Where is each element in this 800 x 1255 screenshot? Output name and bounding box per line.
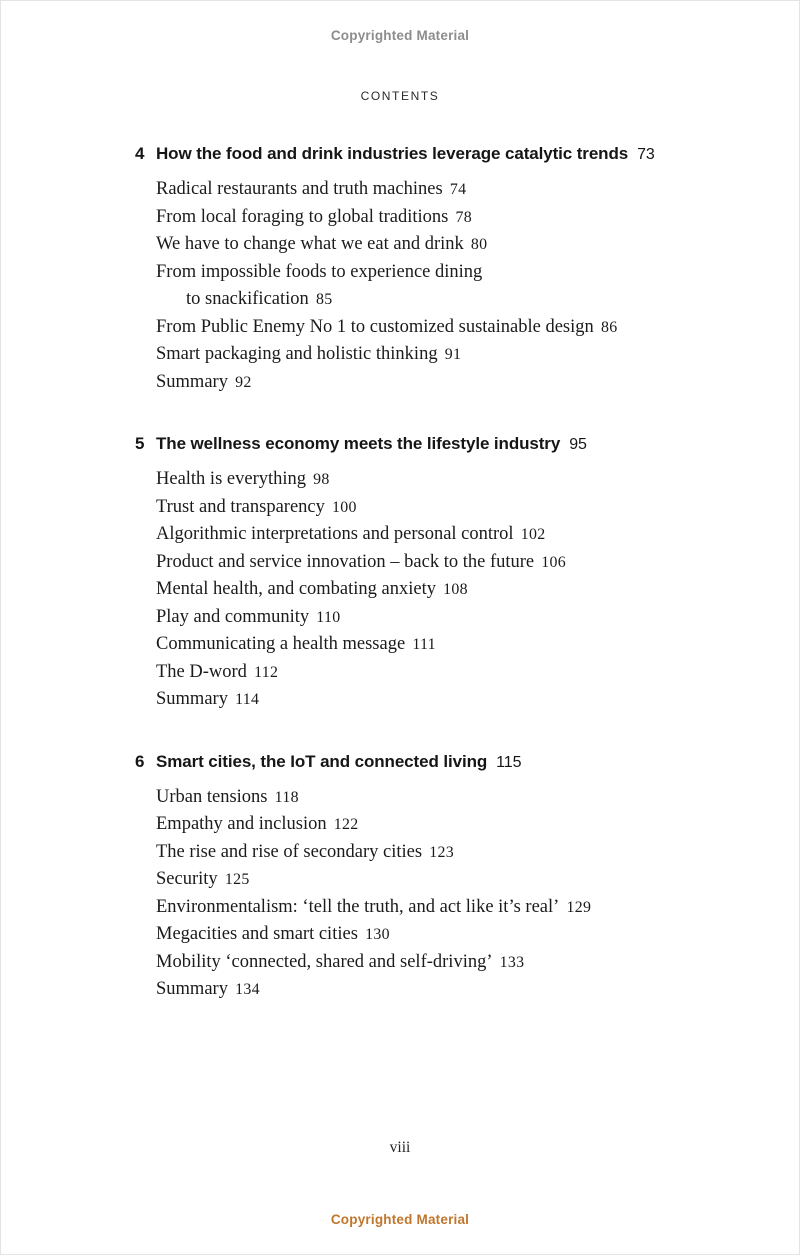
entry-page-number: 129 (566, 898, 592, 916)
entry-title: Megacities and smart cities (156, 924, 358, 944)
toc-chapter (135, 748, 730, 1004)
entry-page-number: 106 (541, 553, 567, 571)
entry-title: Trust and transparency (156, 496, 325, 517)
entry-page-number: 111 (412, 636, 436, 653)
copyright-notice-bottom: Copyrighted Material (330, 1212, 470, 1227)
contents-header: CONTENTS (360, 89, 440, 103)
entry-page-number: 92 (235, 373, 252, 391)
chapter-heading (135, 140, 730, 168)
toc-entry (135, 341, 730, 369)
entry-title: Summary (156, 371, 228, 392)
toc-entry (135, 894, 730, 922)
entry-page-number: 114 (235, 691, 260, 708)
entry-page-number: 123 (429, 843, 455, 861)
entry-page-number: 133 (499, 953, 525, 971)
chapter-heading (135, 430, 730, 458)
toc-entry (135, 659, 730, 687)
toc-entry (135, 866, 730, 894)
chapter-title: How the food and drink industries leverage catalytic trends (156, 144, 629, 163)
toc-entry (135, 604, 730, 632)
chapter-page-number: 115 (496, 753, 522, 771)
toc-list (135, 140, 730, 1004)
entry-page-number: 86 (600, 318, 618, 336)
toc-entry (135, 231, 730, 259)
chapter-number: 4 (135, 144, 145, 163)
entry-page-number: 110 (316, 608, 341, 626)
entry-page-number: 74 (449, 181, 467, 198)
toc-entry (135, 549, 730, 577)
entry-title: Mental health, and combating anxiety (156, 579, 436, 599)
entry-title: Security (156, 869, 218, 889)
entry-title: We have to change what we eat and drink (156, 234, 464, 254)
entry-page-number: 98 (313, 471, 330, 488)
entry-title: From impossible foods to experience dining (156, 261, 483, 282)
chapter-number: 5 (135, 434, 145, 453)
toc-entry (135, 314, 730, 342)
toc-entry (135, 976, 730, 1004)
entry-title: From Public Enemy No 1 to customized sustainable design (156, 316, 594, 337)
chapter-number: 6 (135, 751, 145, 771)
toc-entry (135, 521, 730, 549)
copyright-notice-top: Copyrighted Material (330, 28, 470, 43)
toc-entry (135, 949, 730, 977)
chapter-title: The wellness economy meets the lifestyle industry (156, 434, 561, 453)
entry-page-number: 134 (235, 981, 260, 998)
toc-entry (135, 369, 730, 397)
toc-chapter (135, 140, 730, 396)
entry-page-number: 91 (444, 346, 462, 363)
entry-page-number: 122 (333, 816, 359, 833)
entry-title: Environmentalism: ‘tell the truth, and act like it’s real’ (156, 896, 560, 917)
entry-page-number: 102 (520, 526, 546, 543)
entry-title: Smart packaging and holistic thinking (156, 344, 438, 364)
toc-entry (135, 811, 730, 839)
entry-page-number: 85 (315, 291, 333, 308)
chapter-title: Smart cities, the IoT and connected living (156, 751, 488, 771)
toc-entry (135, 839, 730, 867)
entry-title: Algorithmic interpretations and personal control (156, 524, 514, 544)
toc-entry (135, 686, 730, 714)
entry-page-number: 112 (254, 663, 279, 681)
toc-entry (135, 631, 730, 659)
entry-title: Product and service innovation – back to the future (156, 551, 535, 572)
toc-entry (135, 259, 730, 287)
toc-entry (135, 204, 730, 232)
chapter-page-number: 95 (569, 436, 587, 453)
entry-title: The D-word (156, 661, 247, 682)
entry-title: Radical restaurants and truth machines (156, 179, 443, 199)
entry-page-number: 78 (455, 208, 473, 226)
entry-page-number: 100 (332, 498, 357, 516)
toc-chapter (135, 430, 730, 714)
entry-page-number: 125 (224, 871, 250, 888)
entry-title: to snackification (186, 289, 309, 309)
entry-title: Summary (156, 689, 228, 709)
entry-title: Communicating a health message (156, 634, 406, 654)
entry-page-number: 118 (274, 788, 299, 806)
entry-title: Urban tensions (156, 786, 268, 807)
entry-page-number: 80 (470, 236, 488, 253)
toc-entry (135, 576, 730, 604)
toc-entry (135, 921, 730, 949)
entry-title: The rise and rise of secondary cities (156, 841, 423, 862)
chapter-heading (135, 748, 730, 776)
entry-page-number: 130 (365, 926, 390, 943)
toc-entry (135, 494, 730, 522)
entry-title: Mobility ‘connected, shared and self-driving’ (156, 951, 493, 972)
toc-entry (135, 784, 730, 812)
entry-title: From local foraging to global traditions (156, 206, 449, 227)
chapter-page-number: 73 (637, 146, 655, 163)
entry-title: Empathy and inclusion (156, 814, 327, 834)
entry-title: Play and community (156, 606, 310, 627)
entry-page-number: 108 (443, 581, 468, 598)
toc-entry (135, 176, 730, 204)
entry-title: Health is everything (156, 469, 307, 489)
page-number: viii (389, 1139, 411, 1156)
entry-title: Summary (156, 979, 228, 999)
toc-entry (135, 466, 730, 494)
toc-entry-continuation (135, 286, 730, 314)
